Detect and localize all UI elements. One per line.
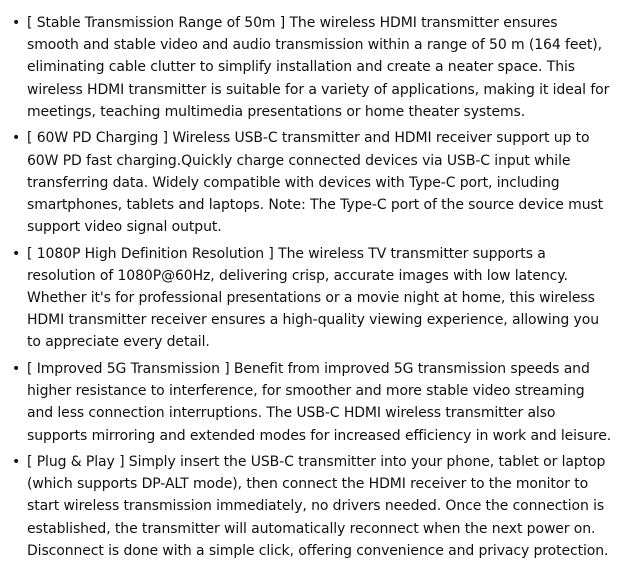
- feature-item-1080p-resolution: [11, 243, 612, 354]
- feature-item-5g-transmission: [11, 358, 612, 447]
- feature-text: [ 60W PD Charging ] Wireless USB-C transmitter and HDMI receiver support up to 60W PD fast charging.Quickly charge connected devices via USB-C input while transferring data. Widely compatible with devices with Type-C port, including smartphones, tablets and laptops. Note: The Type-C port of the source device must support video signal output.: [27, 130, 604, 236]
- feature-text: [ 1080P High Definition Resolution ] The wireless TV transmitter supports a resolution of 1080P@60Hz, delivering crisp, accurate images with low latency. Whether it's for professional presentations or a movie night at home, this wireless HDMI transmitter receiver ensures a high-quality viewing experience, allowing you to appreciate every detail.: [27, 245, 599, 351]
- bullet-marker: •: [12, 454, 21, 471]
- bullet-marker: •: [12, 245, 21, 262]
- feature-text: [ Stable Transmission Range of 50m ] The wireless HDMI transmitter ensures smooth and stable video and audio transmission within a range of 50 m (164 feet), eliminating cable clutter to simplify installation and create a neater space. This wireless HDMI transmitter is suitable for a variety of applications, making it ideal for meetings, teaching multimedia presentations or home theater systems.: [27, 15, 610, 120]
- bullet-marker: •: [12, 15, 21, 31]
- feature-item-transmission-range: [11, 12, 612, 123]
- bullet-marker: •: [12, 360, 21, 377]
- bullet-marker: •: [12, 130, 21, 147]
- feature-item-pd-charging: [11, 127, 612, 238]
- feature-item-plug-and-play: [11, 451, 612, 562]
- feature-text: [ Improved 5G Transmission ] Benefit from improved 5G transmission speeds and higher resistance to interference, for smoother and more stable video streaming and less connection interruptions. The USB-C HDMI wireless transmitter also supports mirroring and extended modes for increased efficiency in work and leisure.: [27, 360, 612, 444]
- feature-text: [ Plug & Play ] Simply insert the USB-C transmitter into your phone, tablet or laptop (which supports DP-ALT mode), then connect the HDMI receiver to the monitor to start wireless transmission immediately, no drivers needed. Once the connection is established, the transmitter will automatically reconnect when the next power on. Disconnect is done with a simple click, offering convenience and privacy protection.: [27, 454, 609, 559]
